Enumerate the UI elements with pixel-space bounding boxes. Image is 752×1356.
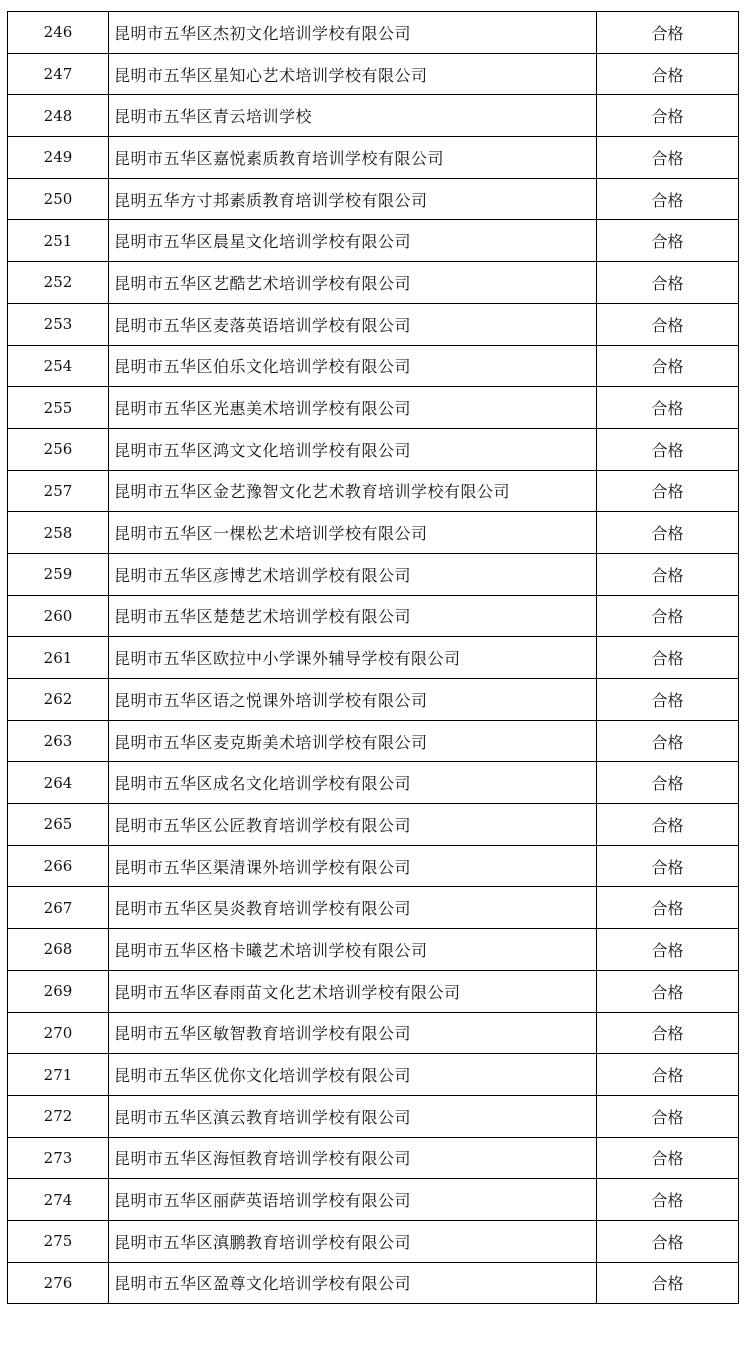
result-cell: 合格 bbox=[597, 95, 739, 137]
table-row bbox=[8, 595, 739, 637]
school-name-cell: 昆明市五华区伯乐文化培训学校有限公司 bbox=[109, 345, 597, 387]
table-row bbox=[8, 303, 739, 345]
result-cell: 合格 bbox=[597, 595, 739, 637]
row-number-cell: 271 bbox=[8, 1054, 109, 1096]
school-name-cell: 昆明市五华区鸿文文化培训学校有限公司 bbox=[109, 428, 597, 470]
result-cell: 合格 bbox=[597, 345, 739, 387]
table-row bbox=[8, 95, 739, 137]
result-cell: 合格 bbox=[597, 12, 739, 54]
result-cell: 合格 bbox=[597, 470, 739, 512]
result-cell: 合格 bbox=[597, 553, 739, 595]
result-cell: 合格 bbox=[597, 512, 739, 554]
row-number-cell: 261 bbox=[8, 637, 109, 679]
table-row bbox=[8, 845, 739, 887]
result-cell: 合格 bbox=[597, 762, 739, 804]
school-name-cell: 昆明市五华区嘉悦素质教育培训学校有限公司 bbox=[109, 137, 597, 179]
row-number-cell: 267 bbox=[8, 887, 109, 929]
row-number-cell: 270 bbox=[8, 1012, 109, 1054]
table-row bbox=[8, 720, 739, 762]
row-number-cell: 251 bbox=[8, 220, 109, 262]
row-number-cell: 276 bbox=[8, 1262, 109, 1304]
table-row bbox=[8, 387, 739, 429]
row-number-cell: 248 bbox=[8, 95, 109, 137]
school-name-cell: 昆明市五华区海恒教育培训学校有限公司 bbox=[109, 1137, 597, 1179]
table-row bbox=[8, 262, 739, 304]
table-row bbox=[8, 970, 739, 1012]
row-number-cell: 255 bbox=[8, 387, 109, 429]
school-name-cell: 昆明市五华区滇鹏教育培训学校有限公司 bbox=[109, 1220, 597, 1262]
table-row bbox=[8, 1262, 739, 1304]
table-row bbox=[8, 428, 739, 470]
row-number-cell: 260 bbox=[8, 595, 109, 637]
table-row bbox=[8, 512, 739, 554]
result-cell: 合格 bbox=[597, 220, 739, 262]
table-row bbox=[8, 220, 739, 262]
row-number-cell: 247 bbox=[8, 53, 109, 95]
row-number-cell: 249 bbox=[8, 137, 109, 179]
result-cell: 合格 bbox=[597, 1262, 739, 1304]
result-cell: 合格 bbox=[597, 804, 739, 846]
table-row bbox=[8, 679, 739, 721]
row-number-cell: 253 bbox=[8, 303, 109, 345]
result-cell: 合格 bbox=[597, 1137, 739, 1179]
table-row bbox=[8, 929, 739, 971]
table-row bbox=[8, 1054, 739, 1096]
row-number-cell: 266 bbox=[8, 845, 109, 887]
result-cell: 合格 bbox=[597, 1095, 739, 1137]
school-name-cell: 昆明市五华区金艺豫智文化艺术教育培训学校有限公司 bbox=[109, 470, 597, 512]
school-name-cell: 昆明市五华区格卡曦艺术培训学校有限公司 bbox=[109, 929, 597, 971]
school-name-cell: 昆明市五华区晨星文化培训学校有限公司 bbox=[109, 220, 597, 262]
school-name-cell: 昆明市五华区昊炎教育培训学校有限公司 bbox=[109, 887, 597, 929]
result-cell: 合格 bbox=[597, 720, 739, 762]
result-cell: 合格 bbox=[597, 428, 739, 470]
school-name-cell: 昆明市五华区春雨苗文化艺术培训学校有限公司 bbox=[109, 970, 597, 1012]
table-row bbox=[8, 53, 739, 95]
table-row bbox=[8, 470, 739, 512]
table-row bbox=[8, 1012, 739, 1054]
school-name-cell: 昆明市五华区成名文化培训学校有限公司 bbox=[109, 762, 597, 804]
table-row bbox=[8, 178, 739, 220]
row-number-cell: 257 bbox=[8, 470, 109, 512]
row-number-cell: 273 bbox=[8, 1137, 109, 1179]
school-name-cell: 昆明市五华区滇云教育培训学校有限公司 bbox=[109, 1095, 597, 1137]
row-number-cell: 262 bbox=[8, 679, 109, 721]
result-cell: 合格 bbox=[597, 1054, 739, 1096]
table-row bbox=[8, 804, 739, 846]
school-name-cell: 昆明市五华区青云培训学校 bbox=[109, 95, 597, 137]
school-name-cell: 昆明市五华区杰初文化培训学校有限公司 bbox=[109, 12, 597, 54]
result-cell: 合格 bbox=[597, 1220, 739, 1262]
table-row bbox=[8, 137, 739, 179]
result-cell: 合格 bbox=[597, 679, 739, 721]
school-name-cell: 昆明市五华区渠清课外培训学校有限公司 bbox=[109, 845, 597, 887]
row-number-cell: 250 bbox=[8, 178, 109, 220]
row-number-cell: 268 bbox=[8, 929, 109, 971]
result-cell: 合格 bbox=[597, 387, 739, 429]
school-name-cell: 昆明市五华区麦落英语培训学校有限公司 bbox=[109, 303, 597, 345]
table-row bbox=[8, 1179, 739, 1221]
school-name-cell: 昆明市五华区一棵松艺术培训学校有限公司 bbox=[109, 512, 597, 554]
result-cell: 合格 bbox=[597, 303, 739, 345]
result-cell: 合格 bbox=[597, 637, 739, 679]
row-number-cell: 264 bbox=[8, 762, 109, 804]
result-cell: 合格 bbox=[597, 137, 739, 179]
document-page bbox=[7, 11, 738, 1304]
table-row bbox=[8, 1095, 739, 1137]
table-row bbox=[8, 887, 739, 929]
row-number-cell: 258 bbox=[8, 512, 109, 554]
row-number-cell: 274 bbox=[8, 1179, 109, 1221]
school-name-cell: 昆明市五华区楚楚艺术培训学校有限公司 bbox=[109, 595, 597, 637]
school-name-cell: 昆明市五华区欧拉中小学课外辅导学校有限公司 bbox=[109, 637, 597, 679]
table-row bbox=[8, 12, 739, 54]
school-name-cell: 昆明市五华区公匠教育培训学校有限公司 bbox=[109, 804, 597, 846]
result-cell: 合格 bbox=[597, 887, 739, 929]
table-row bbox=[8, 553, 739, 595]
row-number-cell: 265 bbox=[8, 804, 109, 846]
row-number-cell: 259 bbox=[8, 553, 109, 595]
school-name-cell: 昆明市五华区艺酷艺术培训学校有限公司 bbox=[109, 262, 597, 304]
result-cell: 合格 bbox=[597, 970, 739, 1012]
result-cell: 合格 bbox=[597, 53, 739, 95]
school-name-cell: 昆明市五华区彦博艺术培训学校有限公司 bbox=[109, 553, 597, 595]
table-body bbox=[8, 12, 739, 1304]
table-row bbox=[8, 762, 739, 804]
school-name-cell: 昆明市五华区麦克斯美术培训学校有限公司 bbox=[109, 720, 597, 762]
result-cell: 合格 bbox=[597, 1012, 739, 1054]
result-cell: 合格 bbox=[597, 178, 739, 220]
table-row bbox=[8, 637, 739, 679]
result-cell: 合格 bbox=[597, 929, 739, 971]
school-name-cell: 昆明市五华区星知心艺术培训学校有限公司 bbox=[109, 53, 597, 95]
row-number-cell: 272 bbox=[8, 1095, 109, 1137]
school-name-cell: 昆明五华方寸邦素质教育培训学校有限公司 bbox=[109, 178, 597, 220]
school-name-cell: 昆明市五华区丽萨英语培训学校有限公司 bbox=[109, 1179, 597, 1221]
table-row bbox=[8, 1137, 739, 1179]
row-number-cell: 256 bbox=[8, 428, 109, 470]
school-inspection-table bbox=[7, 11, 739, 1304]
school-name-cell: 昆明市五华区光惠美术培训学校有限公司 bbox=[109, 387, 597, 429]
row-number-cell: 263 bbox=[8, 720, 109, 762]
table-row bbox=[8, 345, 739, 387]
row-number-cell: 269 bbox=[8, 970, 109, 1012]
result-cell: 合格 bbox=[597, 1179, 739, 1221]
school-name-cell: 昆明市五华区敏智教育培训学校有限公司 bbox=[109, 1012, 597, 1054]
result-cell: 合格 bbox=[597, 262, 739, 304]
school-name-cell: 昆明市五华区优你文化培训学校有限公司 bbox=[109, 1054, 597, 1096]
result-cell: 合格 bbox=[597, 845, 739, 887]
school-name-cell: 昆明市五华区语之悦课外培训学校有限公司 bbox=[109, 679, 597, 721]
row-number-cell: 252 bbox=[8, 262, 109, 304]
school-name-cell: 昆明市五华区盈尊文化培训学校有限公司 bbox=[109, 1262, 597, 1304]
row-number-cell: 246 bbox=[8, 12, 109, 54]
row-number-cell: 254 bbox=[8, 345, 109, 387]
table-row bbox=[8, 1220, 739, 1262]
row-number-cell: 275 bbox=[8, 1220, 109, 1262]
